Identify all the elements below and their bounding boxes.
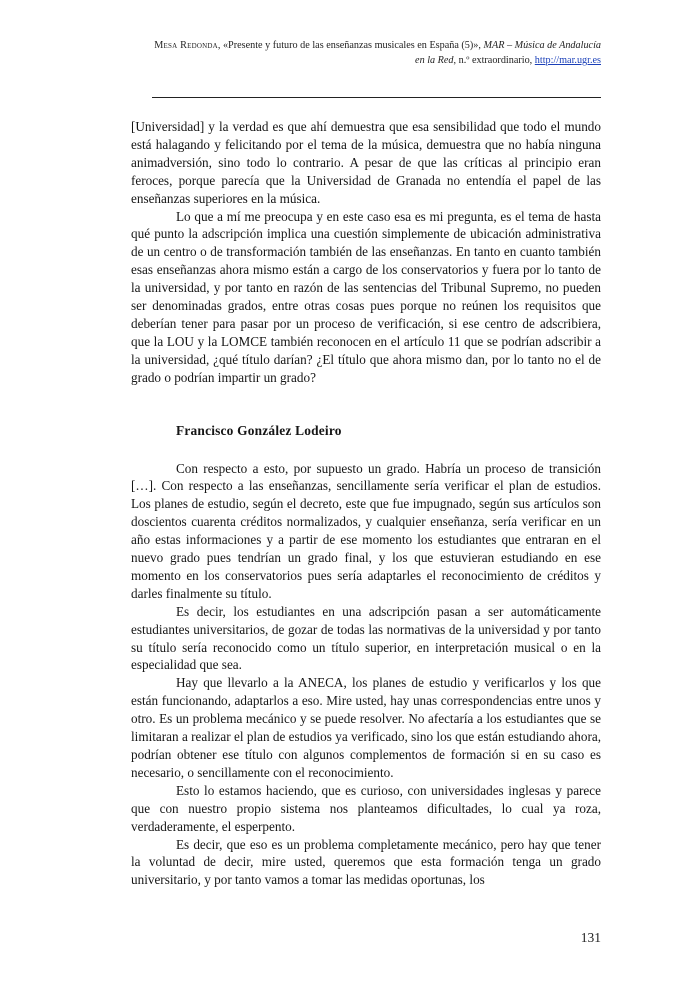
body-text — [131, 118, 601, 889]
speaker-name: Francisco González Lodeiro — [176, 422, 342, 438]
header-divider — [152, 97, 601, 98]
header-journal: MAR – Música de Andalucía en la Red — [415, 40, 601, 66]
header-title: , «Presente y futuro de las enseñanzas musicales en España (5)», — [217, 40, 484, 51]
paragraph-1: [Universidad] y la verdad es que ahí demuestra que esa sensibilidad que todo el mundo está halagando y felicitando por el tema de la música, demuestra que no había ninguna animadversión, sino todo lo contrario. A pesar de que las críticas al principio eran feroces, porque parecía que la Universidad de Granada no entendía el papel de las enseñanzas superiores en la música. — [131, 119, 601, 206]
page-number: 131 — [580, 930, 601, 945]
paragraph-3: Con respecto a esto, por supuesto un grado. Habría un proceso de transición […]. Con respecto a las enseñanzas, sencillamente sería verificar el plan de estudios. Los planes de estudio, según el decreto, este que fue impugnado, según sus artículos son doscientos cuarenta créditos normalizados, y cualquier enseñanza, sería verificar en un año estas informaciones y a partir de ese momento los estudiantes que entraran en el nuevo grado pues tendrían un grado final, y los que estuvieran estudiando en ese momento en los conservatorios pues sería adaptarles el reconocimiento de créditos y darles finalmente su título. — [131, 460, 601, 601]
paragraph-5: Hay que llevarlo a la ANECA, los planes de estudio y verificarlos y los que están funcionando, adaptarlos a eso. Mire usted, hay unas correspondencias entre unos y otro. Es un problema mecánico y se puede resolver. No afectaría a los estudiantes que se limitaran a realizar el plan de estudios ya verificado, sino los que están estudiando ahora, podrían obtener ese título con algunos complementos de formación si en su caso es necesario, o sencillamente con el reconocimiento. — [131, 675, 601, 780]
paragraph-2: Lo que a mí me preocupa y en este caso esa es mi pregunta, es el tema de hasta qué punto la adscripción implica una cuestión simplemente de ubicación administrativa de un centro o de transformación también de las enseñanzas. En tanto en cuanto también esas enseñanzas ahora mismo están a cargo de los conservatorios y fuera por lo tanto de la universidad, y por tanto en razón de las sentencias del Tribunal Supremo, no pueden ser denominadas grados, entre otras cosas pues porque no reúnen los requisitos que deberían tener para pasar por un proceso de verificación, si ese centro de adscribiera, que la LOU y la LOMCE también reconocen en el artículo 11 que se podrían adscribir a la universidad, ¿qué título darían? ¿El título que ahora mismo dan, por lo tanto no el de grado o podrían impartir un grado? — [131, 208, 601, 385]
paragraph-4: Es decir, los estudiantes en una adscripción pasan a ser automáticamente estudiantes universitarios, de gozar de todas las normativas de la universidad y por tanto su título sería reconocido como un título superior, en interpretación musical o en la especialidad que sea. — [131, 603, 601, 673]
header-issue: , n.º extraordinario, — [453, 55, 535, 66]
header-url-link[interactable]: http://mar.ugr.es — [534, 55, 601, 66]
header-author: Mesa Redonda — [154, 40, 218, 51]
running-header — [150, 38, 601, 68]
paragraph-6: Esto lo estamos haciendo, que es curioso, con universidades inglesas y parece que con nuestro propio sistema nos planteamos dificultades, lo cual ya roza, verdaderamente, el esperpento. — [131, 782, 601, 834]
paragraph-7: Es decir, que eso es un problema completamente mecánico, pero hay que tener la voluntad de decir, mire usted, queremos que esta formación tenga un grado universitario, y por tanto vamos a tomar las medidas oportunas, los — [131, 836, 601, 888]
